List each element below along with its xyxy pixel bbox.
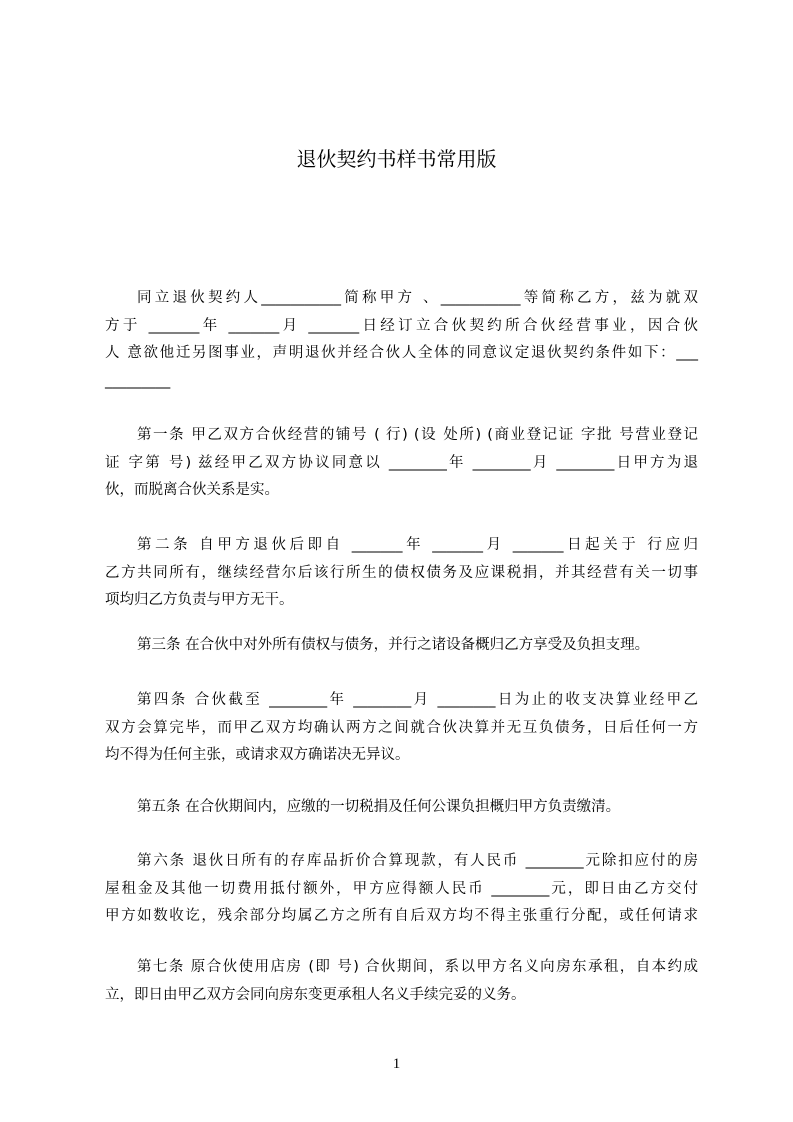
- paragraph-article-1: [105, 422, 698, 505]
- text-line: 同立退伙契约人___________简称甲方 、___________等简称乙方，兹为就双: [137, 290, 698, 306]
- text-line: 立，即日由甲乙双方会同向房东变更承租人名义手续完妥的义务。: [105, 986, 526, 1003]
- text-line: 第一条 甲乙双方合伙经营的铺号 ( 行) (设 处所) (商业登记证 字批 号营业登记: [137, 427, 698, 443]
- text-line: 甲方如数收讫，残余部分均属乙方之所有自后双方均不得主张重行分配，或任何请求: [105, 908, 698, 924]
- text-line: 第三条 在合伙中对外所有债权与债务，并行之诸设备概归乙方享受及负担支理。: [137, 637, 650, 653]
- text-line: 方于 _______年 _______月 _______日经订立合伙契约所合伙经营事业，因合伙: [105, 317, 698, 334]
- text-line: 证 字第 号) 兹经甲乙双方协议同意以 ________年 ________月 ________日甲方为退: [105, 454, 698, 471]
- text-line: 第二条 自甲方退伙后即自 _______年 _______月 _______日起关于 行应归: [137, 537, 698, 553]
- text-line: 双方会算完毕，而甲乙双方均确认两方之间就合伙决算并无互负债务，日后任何一方: [105, 719, 698, 736]
- paragraph-article-2: [105, 532, 698, 615]
- text-line: _________: [105, 372, 171, 389]
- text-line: 第四条 合伙截至 ________年 ________月 ________日为止的收支决算业经甲乙: [137, 692, 698, 708]
- text-line: 人 意欲他迁另图事业，声明退伙并经合伙人全体的同意议定退伙契约条件如下：___: [105, 345, 698, 361]
- paragraph-article-4: [105, 687, 698, 770]
- text-line: 均不得为任何主张，或请求双方确诺决无异议。: [105, 747, 410, 763]
- page-number: 1: [392, 1056, 401, 1072]
- text-line: 第六条 退伙日所有的存库品折价合算现款，有人民币 ________元除扣应付的房: [137, 853, 698, 869]
- text-line: 屋租金及其他一切费用抵付额外，甲方应得额人民币 ________元，即日由乙方交付: [105, 880, 698, 897]
- paragraph-article-3: [105, 632, 698, 660]
- paragraph-article-7: [105, 954, 698, 1009]
- text-line: 伙，而脱离合伙关系是实。: [105, 482, 279, 498]
- document-title: 退伙契约书样书常用版: [296, 147, 497, 171]
- paragraph-article-6: [105, 848, 698, 931]
- paragraph-article-5: [105, 794, 698, 822]
- text-line: 乙方共同所有，继续经营尔后该行所生的债权债务及应课税捐，并其经营有关一切事: [105, 564, 698, 581]
- text-line: 第七条 原合伙使用店房 (即 号) 合伙期间，系以甲方名义向房东承租，自本约成: [137, 959, 698, 975]
- paragraph-preamble: [105, 285, 698, 395]
- text-line: 项均归乙方负责与甲方无干。: [105, 592, 294, 608]
- text-line: 第五条 在合伙期间内，应缴的一切税捐及任何公课负担概归甲方负责缴清。: [137, 799, 621, 815]
